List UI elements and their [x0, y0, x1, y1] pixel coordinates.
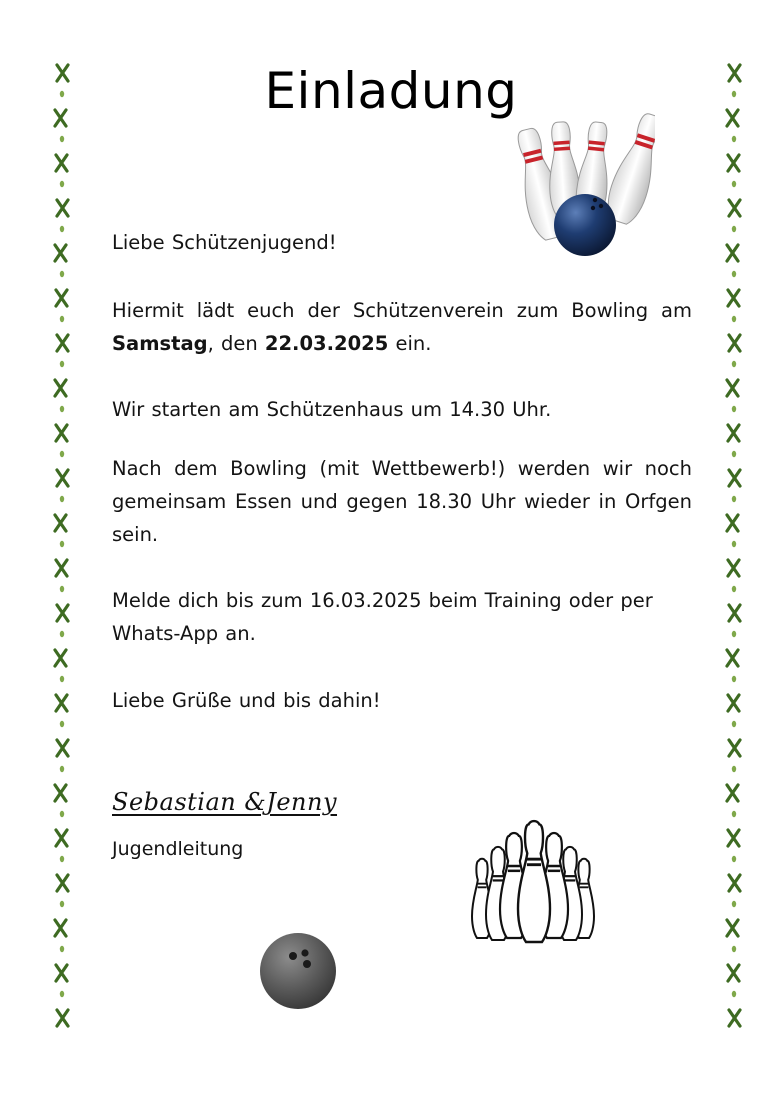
stitch-dot — [60, 271, 64, 277]
cross-stitch-icon — [729, 605, 740, 621]
invitation-text-middle: , den — [207, 332, 265, 355]
invitation-day: Samstag — [112, 332, 208, 355]
cross-stitch-icon — [55, 650, 66, 666]
cross-stitch-icon — [727, 515, 738, 531]
stitch-dot — [732, 316, 736, 322]
cross-stitch-icon — [729, 200, 740, 216]
cross-stitch-icon — [57, 1010, 68, 1026]
right-cross-stitch-border — [722, 55, 746, 1045]
stitch-dot — [732, 676, 736, 682]
stitch-dot — [60, 991, 64, 997]
cross-stitch-icon — [727, 785, 738, 801]
stitch-dot — [732, 226, 736, 232]
stitch-dot — [60, 856, 64, 862]
cross-stitch-icon — [57, 605, 68, 621]
cross-stitch-icon — [728, 155, 739, 171]
role-text: Jugendleitung — [112, 838, 244, 860]
bowling-ball-icon — [258, 930, 340, 1012]
invitation-paragraph — [112, 294, 692, 360]
start-time-text: Wir starten am Schützenhaus um 14.30 Uhr. — [112, 398, 552, 421]
cross-stitch-icon — [728, 425, 739, 441]
stitch-dot — [732, 361, 736, 367]
registration-paragraph: Melde dich bis zum 16.03.2025 beim Training oder per Whats-App an. — [112, 589, 653, 645]
stitch-dot — [732, 136, 736, 142]
stitch-dot — [732, 901, 736, 907]
cross-stitch-icon — [57, 740, 68, 756]
cross-stitch-icon — [727, 245, 738, 261]
cross-stitch-icon — [727, 380, 738, 396]
stitch-dot — [60, 901, 64, 907]
cross-stitch-icon — [56, 425, 67, 441]
pin-outline — [518, 821, 550, 942]
cross-stitch-icon — [57, 875, 68, 891]
cross-stitch-icon — [728, 965, 739, 981]
cross-stitch-icon — [56, 290, 67, 306]
stitch-dot — [60, 721, 64, 727]
stitch-dot — [60, 541, 64, 547]
cross-stitch-icon — [729, 470, 740, 486]
cross-stitch-icon — [728, 560, 739, 576]
cross-stitch-icon — [55, 515, 66, 531]
cross-stitch-icon — [729, 1010, 740, 1026]
stitch-dot — [60, 676, 64, 682]
stitch-dot — [732, 721, 736, 727]
stitch-dot — [60, 136, 64, 142]
cross-stitch-icon — [729, 875, 740, 891]
stitch-dot — [732, 991, 736, 997]
cross-stitch-icon — [55, 380, 66, 396]
stitch-dot — [732, 856, 736, 862]
stitch-dot — [60, 406, 64, 412]
stitch-dot — [732, 631, 736, 637]
cross-stitch-icon — [728, 695, 739, 711]
cross-stitch-icon — [56, 965, 67, 981]
cross-stitch-icon — [55, 245, 66, 261]
stitch-dot — [732, 766, 736, 772]
stitch-dot — [732, 451, 736, 457]
after-bowling-paragraph: Nach dem Bowling (mit Wettbewerb!) werden wir noch gemeinsam Essen und gegen 18.30 Uhr wieder in Orfgen sein. — [112, 457, 692, 546]
cross-stitch-icon — [55, 785, 66, 801]
stitch-dot — [732, 181, 736, 187]
cross-stitch-icon — [727, 920, 738, 936]
stitch-dot — [60, 361, 64, 367]
stitch-dot — [60, 586, 64, 592]
stitch-dot — [732, 541, 736, 547]
cross-stitch-icon — [56, 695, 67, 711]
stitch-dot — [732, 406, 736, 412]
cross-stitch-icon — [728, 830, 739, 846]
cross-stitch-icon — [727, 650, 738, 666]
invitation-text-before: Hiermit lädt euch der Schützenverein zum Bowling am — [112, 299, 692, 322]
stitch-dot — [60, 181, 64, 187]
stitch-dot — [60, 631, 64, 637]
page-title: Einladung — [264, 62, 518, 120]
stitch-dot — [60, 496, 64, 502]
cross-stitch-icon — [57, 335, 68, 351]
closing-text: Liebe Grüße und bis dahin! — [112, 689, 381, 712]
stitch-dot — [732, 946, 736, 952]
invitation-text-after: ein. — [388, 332, 432, 355]
stitch-dot — [732, 496, 736, 502]
cross-stitch-icon — [57, 200, 68, 216]
cross-stitch-icon — [56, 560, 67, 576]
stitch-dot — [60, 766, 64, 772]
stitch-dot — [60, 811, 64, 817]
stitch-dot — [60, 451, 64, 457]
stitch-dot — [732, 586, 736, 592]
cross-stitch-icon — [728, 290, 739, 306]
cross-stitch-icon — [55, 920, 66, 936]
stitch-dot — [60, 316, 64, 322]
stitch-dot — [732, 811, 736, 817]
cross-stitch-icon — [729, 740, 740, 756]
cross-stitch-icon — [729, 335, 740, 351]
cross-stitch-icon — [56, 830, 67, 846]
cross-stitch-icon — [57, 470, 68, 486]
stitch-dot — [60, 226, 64, 232]
stitch-dot — [60, 946, 64, 952]
left-cross-stitch-border — [50, 55, 74, 1045]
greeting-text: Liebe Schützenjugend! — [112, 231, 337, 254]
signature: Sebastian &Jenny — [112, 788, 338, 816]
stitch-dot — [732, 271, 736, 277]
cross-stitch-icon — [56, 155, 67, 171]
invitation-date: 22.03.2025 — [264, 332, 389, 355]
bowling-pins-outline-icon — [462, 818, 602, 944]
